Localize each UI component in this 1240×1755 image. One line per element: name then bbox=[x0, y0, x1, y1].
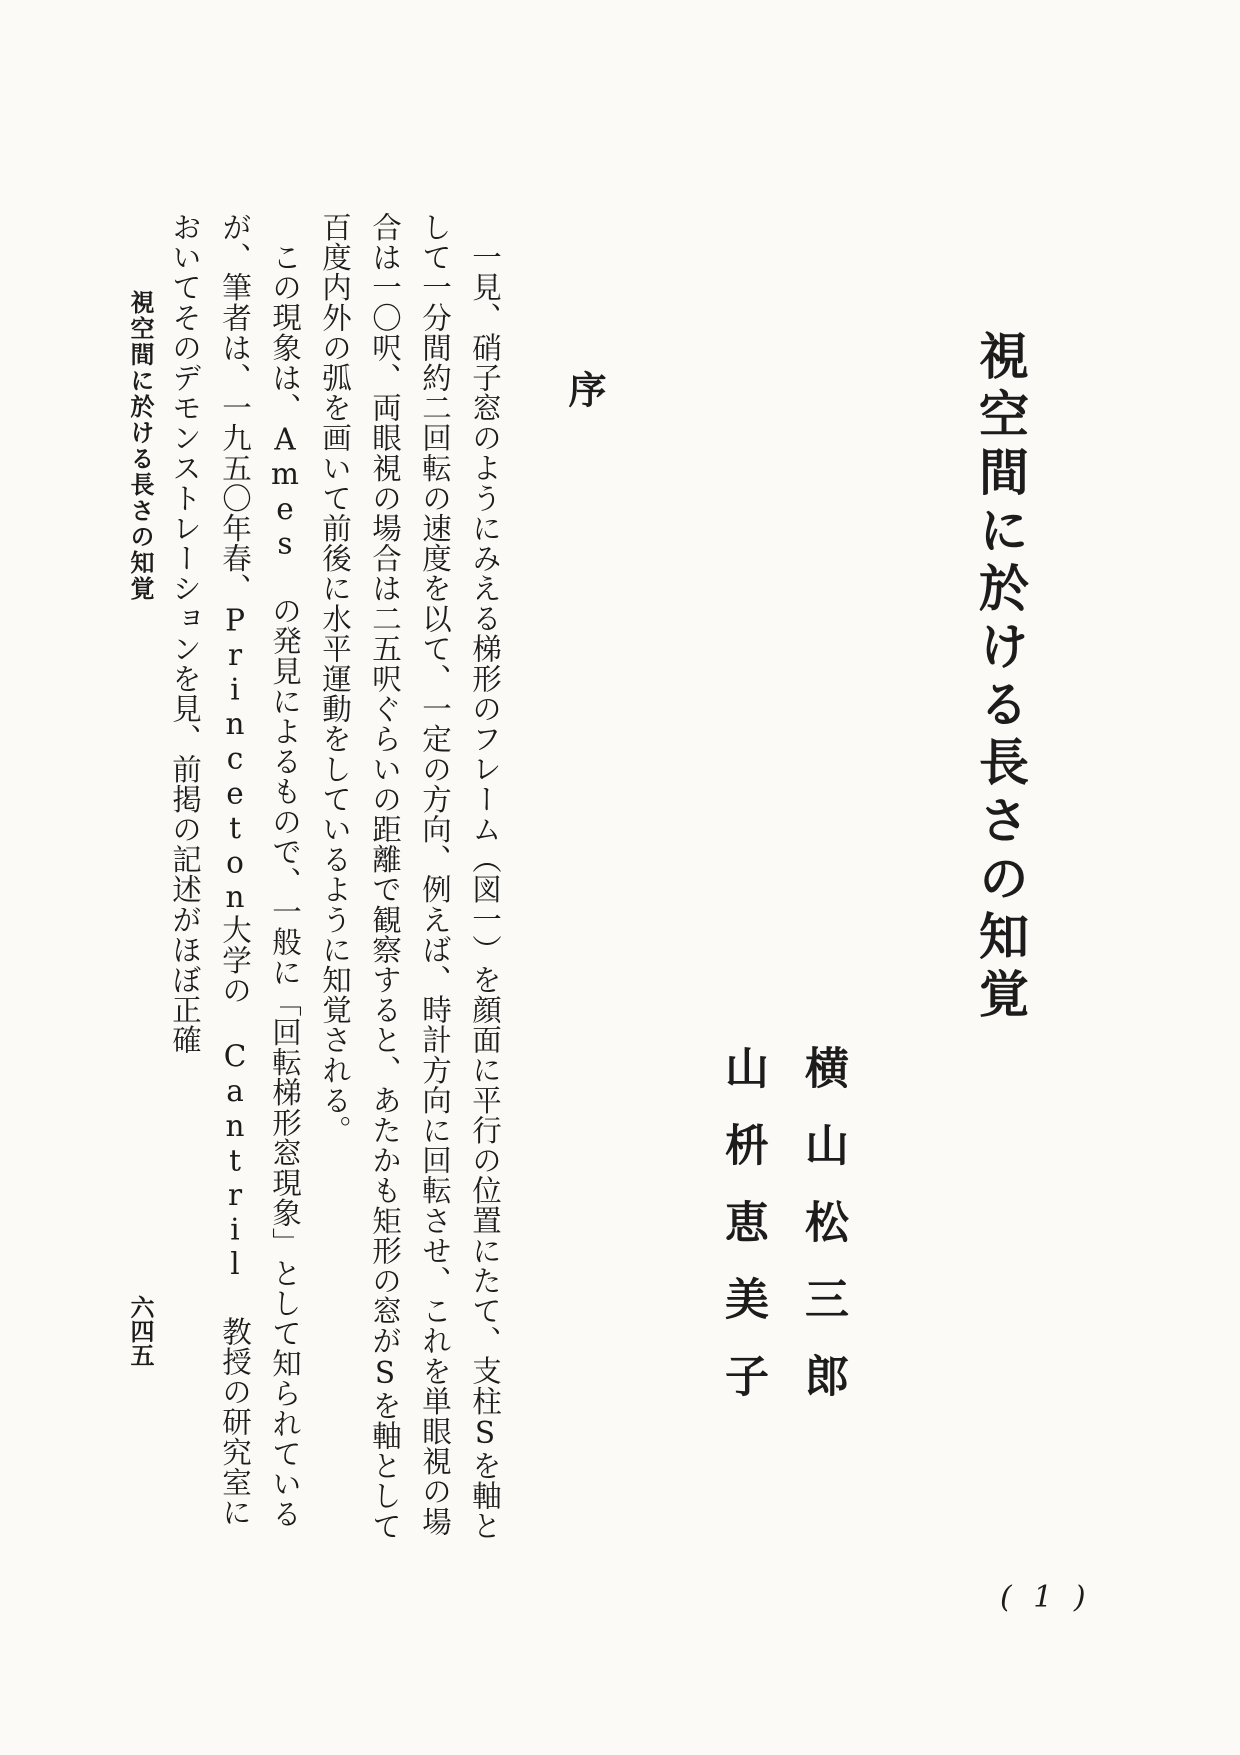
paragraph: この現象は、Ames の発見によるもので、一般に「回転梯形窓現象」として知られているが、筆者は、一九五〇年春、Princeton大学の Cantril 教授の研究室においてそのデモンストレーションを見、前掲の記述がほぼ正確 bbox=[168, 212, 302, 1529]
paper-title: 視空間に於ける長さの知覚 bbox=[971, 330, 1030, 1026]
author-name: 山枡恵美子 bbox=[717, 1045, 768, 1430]
page-number: ( 1 ) bbox=[1000, 1580, 1092, 1615]
body-text bbox=[168, 212, 510, 1552]
section-heading: 序 bbox=[562, 370, 607, 408]
paragraph: 一見、硝子窓のようにみえる梯形のフレーム（図一）を顔面に平行の位置にたて、支柱Sを軸として一分間約二回転の速度を以て、一定の方向、例えば、時計方向に回転させ、これを単眼視の場合は一〇呎、両眼視の場合は二五呎ぐらいの距離で観察すると、あたかも矩形の窓がSを軸として百度内外の弧を画いて前後に水平運動をしているように知覚される。 bbox=[318, 212, 502, 1541]
running-header: 視空間に於ける長さの知覚 bbox=[126, 290, 155, 602]
author-name: 横山松三郎 bbox=[797, 1045, 848, 1430]
running-page-number: 六四五 bbox=[126, 1295, 155, 1367]
